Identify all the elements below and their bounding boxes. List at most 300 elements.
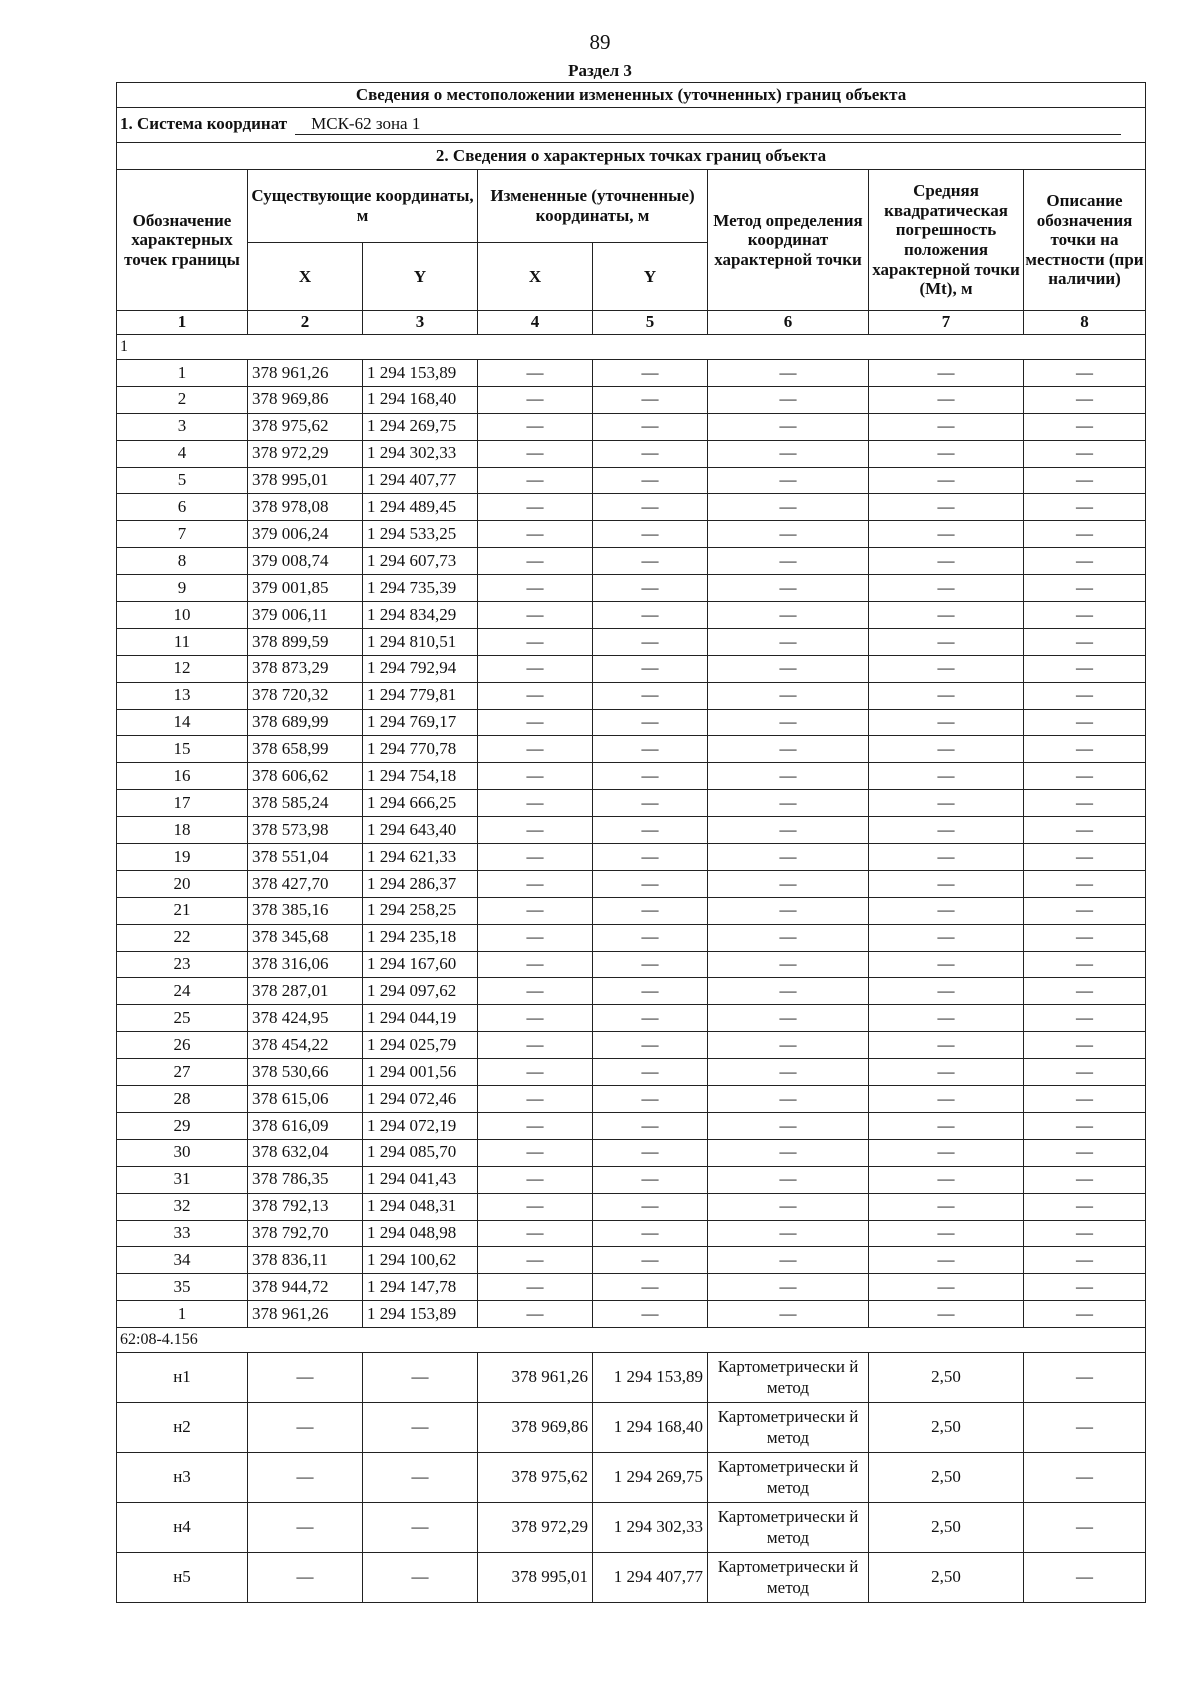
empty-dash: — [708, 844, 869, 871]
empty-dash: — [363, 1553, 478, 1603]
empty-dash: — [478, 870, 593, 897]
empty-dash: — [593, 1274, 708, 1301]
existing-x: 378 658,99 [248, 736, 363, 763]
existing-x: 378 585,24 [248, 790, 363, 817]
empty-dash: — [1024, 844, 1146, 871]
existing-x: 378 969,86 [248, 386, 363, 413]
point-id: 8 [117, 548, 248, 575]
existing-x: 378 961,26 [248, 360, 363, 387]
existing-y: 1 294 643,40 [363, 817, 478, 844]
empty-dash: — [478, 494, 593, 521]
empty-dash: — [1024, 1059, 1146, 1086]
existing-y: 1 294 072,19 [363, 1112, 478, 1139]
empty-dash: — [593, 602, 708, 629]
mean-error: 2,50 [869, 1453, 1024, 1503]
table-row [117, 1193, 1146, 1220]
empty-dash: — [708, 521, 869, 548]
empty-dash: — [478, 1112, 593, 1139]
column-number: 2 [248, 311, 363, 335]
point-id: 23 [117, 951, 248, 978]
empty-dash: — [1024, 682, 1146, 709]
empty-dash: — [478, 602, 593, 629]
empty-dash: — [593, 763, 708, 790]
empty-dash: — [1024, 1139, 1146, 1166]
empty-dash: — [708, 1220, 869, 1247]
existing-y: 1 294 792,94 [363, 655, 478, 682]
existing-y: 1 294 286,37 [363, 870, 478, 897]
existing-x: 379 008,74 [248, 548, 363, 575]
coordinate-system-value: МСК-62 зона 1 [295, 115, 1121, 135]
table-row [117, 628, 1146, 655]
existing-x: 379 001,85 [248, 575, 363, 602]
table-row [117, 978, 1146, 1005]
existing-y: 1 294 167,60 [363, 951, 478, 978]
empty-dash: — [1024, 548, 1146, 575]
empty-dash: — [708, 602, 869, 629]
existing-x: 378 972,29 [248, 440, 363, 467]
existing-y: 1 294 302,33 [363, 440, 478, 467]
empty-dash: — [593, 548, 708, 575]
empty-dash: — [1024, 1005, 1146, 1032]
point-id: 29 [117, 1112, 248, 1139]
points-subtitle: 2. Сведения о характерных точках границ объекта [117, 143, 1146, 170]
table-row [117, 548, 1146, 575]
boundary-table [116, 82, 1146, 1603]
empty-dash: — [1024, 1166, 1146, 1193]
table-row [117, 494, 1146, 521]
empty-dash: — [478, 844, 593, 871]
empty-dash: — [708, 1301, 869, 1328]
table-row [117, 1059, 1146, 1086]
empty-dash: — [478, 951, 593, 978]
empty-dash: — [478, 575, 593, 602]
empty-dash: — [708, 1059, 869, 1086]
empty-dash: — [593, 951, 708, 978]
empty-dash: — [1024, 628, 1146, 655]
existing-x: 378 616,09 [248, 1112, 363, 1139]
empty-dash: — [1024, 1403, 1146, 1453]
existing-x: 378 573,98 [248, 817, 363, 844]
existing-x: 378 632,04 [248, 1139, 363, 1166]
column-number: 3 [363, 311, 478, 335]
existing-x: 378 530,66 [248, 1059, 363, 1086]
empty-dash: — [478, 1301, 593, 1328]
empty-dash: — [1024, 870, 1146, 897]
existing-x: 378 615,06 [248, 1086, 363, 1113]
empty-dash: — [363, 1403, 478, 1453]
existing-x: 378 975,62 [248, 413, 363, 440]
empty-dash: — [869, 575, 1024, 602]
table-row [117, 1139, 1146, 1166]
table-row [117, 870, 1146, 897]
empty-dash: — [869, 655, 1024, 682]
empty-dash: — [593, 386, 708, 413]
empty-dash: — [478, 790, 593, 817]
empty-dash: — [363, 1503, 478, 1553]
empty-dash: — [869, 1086, 1024, 1113]
empty-dash: — [869, 844, 1024, 871]
existing-y: 1 294 048,31 [363, 1193, 478, 1220]
existing-y: 1 294 153,89 [363, 1301, 478, 1328]
existing-y: 1 294 489,45 [363, 494, 478, 521]
empty-dash: — [869, 817, 1024, 844]
existing-y: 1 294 085,70 [363, 1139, 478, 1166]
empty-dash: — [593, 521, 708, 548]
point-id: 12 [117, 655, 248, 682]
empty-dash: — [478, 655, 593, 682]
existing-y: 1 294 097,62 [363, 978, 478, 1005]
existing-y: 1 294 269,75 [363, 413, 478, 440]
existing-x: 378 606,62 [248, 763, 363, 790]
changed-y: 1 294 153,89 [593, 1353, 708, 1403]
empty-dash: — [869, 1166, 1024, 1193]
empty-dash: — [248, 1353, 363, 1403]
empty-dash: — [708, 736, 869, 763]
empty-dash: — [708, 467, 869, 494]
empty-dash: — [869, 548, 1024, 575]
existing-y: 1 294 168,40 [363, 386, 478, 413]
empty-dash: — [1024, 1086, 1146, 1113]
empty-dash: — [1024, 655, 1146, 682]
existing-x: 378 454,22 [248, 1032, 363, 1059]
table-row [117, 1005, 1146, 1032]
empty-dash: — [478, 1166, 593, 1193]
existing-y: 1 294 048,98 [363, 1220, 478, 1247]
existing-y: 1 294 666,25 [363, 790, 478, 817]
empty-dash: — [869, 1139, 1024, 1166]
changed-y: 1 294 168,40 [593, 1403, 708, 1453]
empty-dash: — [593, 467, 708, 494]
empty-dash: — [593, 1220, 708, 1247]
empty-dash: — [869, 978, 1024, 1005]
empty-dash: — [478, 440, 593, 467]
empty-dash: — [708, 763, 869, 790]
empty-dash: — [708, 1193, 869, 1220]
point-id: 15 [117, 736, 248, 763]
empty-dash: — [593, 790, 708, 817]
existing-x: 379 006,11 [248, 602, 363, 629]
empty-dash: — [478, 1086, 593, 1113]
table-row [117, 1353, 1146, 1403]
table-row [117, 951, 1146, 978]
existing-y: 1 294 607,73 [363, 548, 478, 575]
empty-dash: — [593, 575, 708, 602]
empty-dash: — [1024, 736, 1146, 763]
existing-x: 378 899,59 [248, 628, 363, 655]
empty-dash: — [869, 1112, 1024, 1139]
existing-y: 1 294 235,18 [363, 924, 478, 951]
existing-x: 378 944,72 [248, 1274, 363, 1301]
empty-dash: — [593, 360, 708, 387]
existing-y: 1 294 072,46 [363, 1086, 478, 1113]
empty-dash: — [593, 682, 708, 709]
empty-dash: — [869, 386, 1024, 413]
empty-dash: — [478, 1247, 593, 1274]
coordinate-system-label: 1. Система координат [120, 114, 288, 134]
empty-dash: — [593, 897, 708, 924]
empty-dash: — [478, 1005, 593, 1032]
table-row [117, 1086, 1146, 1113]
empty-dash: — [1024, 467, 1146, 494]
empty-dash: — [1024, 602, 1146, 629]
empty-dash: — [478, 413, 593, 440]
point-id: 17 [117, 790, 248, 817]
empty-dash: — [869, 870, 1024, 897]
empty-dash: — [869, 1274, 1024, 1301]
changed-x: 378 972,29 [478, 1503, 593, 1553]
existing-y: 1 294 810,51 [363, 628, 478, 655]
empty-dash: — [869, 602, 1024, 629]
empty-dash: — [478, 360, 593, 387]
point-id: 11 [117, 628, 248, 655]
existing-x: 378 873,29 [248, 655, 363, 682]
empty-dash: — [478, 897, 593, 924]
empty-dash: — [1024, 897, 1146, 924]
empty-dash: — [869, 521, 1024, 548]
table-row [117, 1453, 1146, 1503]
empty-dash: — [708, 575, 869, 602]
existing-x: 378 961,26 [248, 1301, 363, 1328]
empty-dash: — [869, 1032, 1024, 1059]
empty-dash: — [869, 763, 1024, 790]
empty-dash: — [593, 1193, 708, 1220]
table-body [117, 335, 1146, 1603]
point-id: н4 [117, 1503, 248, 1553]
empty-dash: — [478, 682, 593, 709]
table-row [117, 467, 1146, 494]
table-row [117, 924, 1146, 951]
empty-dash: — [869, 1059, 1024, 1086]
changed-x: 378 995,01 [478, 1553, 593, 1603]
empty-dash: — [1024, 1553, 1146, 1603]
empty-dash: — [708, 1112, 869, 1139]
empty-dash: — [708, 682, 869, 709]
empty-dash: — [1024, 1503, 1146, 1553]
point-id: 10 [117, 602, 248, 629]
empty-dash: — [869, 951, 1024, 978]
empty-dash: — [1024, 951, 1146, 978]
existing-y: 1 294 779,81 [363, 682, 478, 709]
header-existing-coordinates: Существующие координаты, м [248, 170, 478, 243]
empty-dash: — [593, 817, 708, 844]
table-row [117, 897, 1146, 924]
empty-dash: — [708, 951, 869, 978]
group-label: 62:08-4.156 [117, 1328, 1146, 1353]
existing-y: 1 294 770,78 [363, 736, 478, 763]
empty-dash: — [1024, 978, 1146, 1005]
empty-dash: — [363, 1453, 478, 1503]
empty-dash: — [593, 844, 708, 871]
existing-x: 378 424,95 [248, 1005, 363, 1032]
empty-dash: — [708, 1247, 869, 1274]
empty-dash: — [478, 817, 593, 844]
method: Картометрически й метод [708, 1503, 869, 1553]
empty-dash: — [869, 360, 1024, 387]
existing-y: 1 294 754,18 [363, 763, 478, 790]
point-id: 21 [117, 897, 248, 924]
point-id: н1 [117, 1353, 248, 1403]
point-id: 3 [117, 413, 248, 440]
empty-dash: — [869, 494, 1024, 521]
empty-dash: — [363, 1353, 478, 1403]
empty-dash: — [1024, 1032, 1146, 1059]
empty-dash: — [708, 628, 869, 655]
empty-dash: — [869, 413, 1024, 440]
existing-y: 1 294 769,17 [363, 709, 478, 736]
empty-dash: — [593, 1301, 708, 1328]
empty-dash: — [1024, 575, 1146, 602]
point-id: 32 [117, 1193, 248, 1220]
coordinate-system [117, 108, 1146, 143]
empty-dash: — [869, 440, 1024, 467]
empty-dash: — [248, 1403, 363, 1453]
header-point-designation: Обозначение характерных точек границы [117, 170, 248, 311]
column-number: 5 [593, 311, 708, 335]
changed-y: 1 294 269,75 [593, 1453, 708, 1503]
changed-x: 378 975,62 [478, 1453, 593, 1503]
header-description: Описание обозначения точки на местности (при наличии) [1024, 170, 1146, 311]
existing-x: 378 995,01 [248, 467, 363, 494]
table-row [117, 1503, 1146, 1553]
point-id: 22 [117, 924, 248, 951]
empty-dash: — [869, 1220, 1024, 1247]
empty-dash: — [593, 1166, 708, 1193]
point-id: 5 [117, 467, 248, 494]
table-row [117, 1247, 1146, 1274]
table-row [117, 844, 1146, 871]
column-number: 1 [117, 311, 248, 335]
empty-dash: — [1024, 817, 1146, 844]
existing-x: 378 786,35 [248, 1166, 363, 1193]
table-row [117, 655, 1146, 682]
empty-dash: — [1024, 413, 1146, 440]
existing-x: 378 792,70 [248, 1220, 363, 1247]
empty-dash: — [478, 709, 593, 736]
table-row [117, 602, 1146, 629]
empty-dash: — [1024, 521, 1146, 548]
existing-x: 378 427,70 [248, 870, 363, 897]
empty-dash: — [248, 1453, 363, 1503]
table-row [117, 1403, 1146, 1453]
existing-y: 1 294 735,39 [363, 575, 478, 602]
empty-dash: — [478, 924, 593, 951]
existing-x: 378 836,11 [248, 1247, 363, 1274]
empty-dash: — [1024, 494, 1146, 521]
empty-dash: — [593, 1005, 708, 1032]
empty-dash: — [478, 548, 593, 575]
empty-dash: — [593, 736, 708, 763]
table-row [117, 682, 1146, 709]
section-title: Раздел 3 [568, 61, 632, 80]
changed-x: 378 961,26 [478, 1353, 593, 1403]
table-row [117, 521, 1146, 548]
group-label: 1 [117, 335, 1146, 360]
empty-dash: — [869, 682, 1024, 709]
empty-dash: — [478, 1220, 593, 1247]
header-method: Метод определения координат характерной точки [708, 170, 869, 311]
empty-dash: — [708, 790, 869, 817]
empty-dash: — [478, 1032, 593, 1059]
point-id: 24 [117, 978, 248, 1005]
empty-dash: — [1024, 709, 1146, 736]
header-existing-y: Y [363, 243, 478, 311]
empty-dash: — [708, 1166, 869, 1193]
header-changed-x: X [478, 243, 593, 311]
empty-dash: — [708, 897, 869, 924]
empty-dash: — [869, 897, 1024, 924]
point-id: 2 [117, 386, 248, 413]
empty-dash: — [1024, 1274, 1146, 1301]
table-row [117, 817, 1146, 844]
empty-dash: — [708, 1139, 869, 1166]
empty-dash: — [593, 870, 708, 897]
table-row [117, 1032, 1146, 1059]
point-id: 35 [117, 1274, 248, 1301]
empty-dash: — [1024, 924, 1146, 951]
empty-dash: — [478, 736, 593, 763]
empty-dash: — [593, 1086, 708, 1113]
empty-dash: — [1024, 1353, 1146, 1403]
table-row [117, 1112, 1146, 1139]
empty-dash: — [708, 978, 869, 1005]
header-changed-coordinates: Измененные (уточненные) координаты, м [478, 170, 708, 243]
empty-dash: — [708, 494, 869, 521]
changed-x: 378 969,86 [478, 1403, 593, 1453]
empty-dash: — [248, 1503, 363, 1553]
empty-dash: — [478, 1139, 593, 1166]
empty-dash: — [708, 870, 869, 897]
existing-x: 378 689,99 [248, 709, 363, 736]
empty-dash: — [1024, 440, 1146, 467]
empty-dash: — [1024, 1247, 1146, 1274]
point-id: н2 [117, 1403, 248, 1453]
empty-dash: — [708, 1086, 869, 1113]
empty-dash: — [478, 467, 593, 494]
empty-dash: — [869, 628, 1024, 655]
point-id: 30 [117, 1139, 248, 1166]
existing-x: 378 978,08 [248, 494, 363, 521]
empty-dash: — [869, 1247, 1024, 1274]
empty-dash: — [593, 924, 708, 951]
empty-dash: — [708, 1032, 869, 1059]
existing-y: 1 294 407,77 [363, 467, 478, 494]
empty-dash: — [593, 413, 708, 440]
column-number: 8 [1024, 311, 1146, 335]
empty-dash: — [1024, 1453, 1146, 1503]
empty-dash: — [869, 924, 1024, 951]
column-number: 4 [478, 311, 593, 335]
table-row [117, 736, 1146, 763]
empty-dash: — [593, 1112, 708, 1139]
empty-dash: — [708, 1005, 869, 1032]
empty-dash: — [1024, 360, 1146, 387]
point-id: 28 [117, 1086, 248, 1113]
point-id: 9 [117, 575, 248, 602]
empty-dash: — [478, 978, 593, 1005]
empty-dash: — [1024, 763, 1146, 790]
point-id: 14 [117, 709, 248, 736]
empty-dash: — [478, 1059, 593, 1086]
point-id: 16 [117, 763, 248, 790]
column-number: 6 [708, 311, 869, 335]
empty-dash: — [593, 978, 708, 1005]
empty-dash: — [1024, 1112, 1146, 1139]
table-row [117, 1274, 1146, 1301]
table-row [117, 413, 1146, 440]
existing-x: 378 792,13 [248, 1193, 363, 1220]
existing-y: 1 294 044,19 [363, 1005, 478, 1032]
empty-dash: — [248, 1553, 363, 1603]
